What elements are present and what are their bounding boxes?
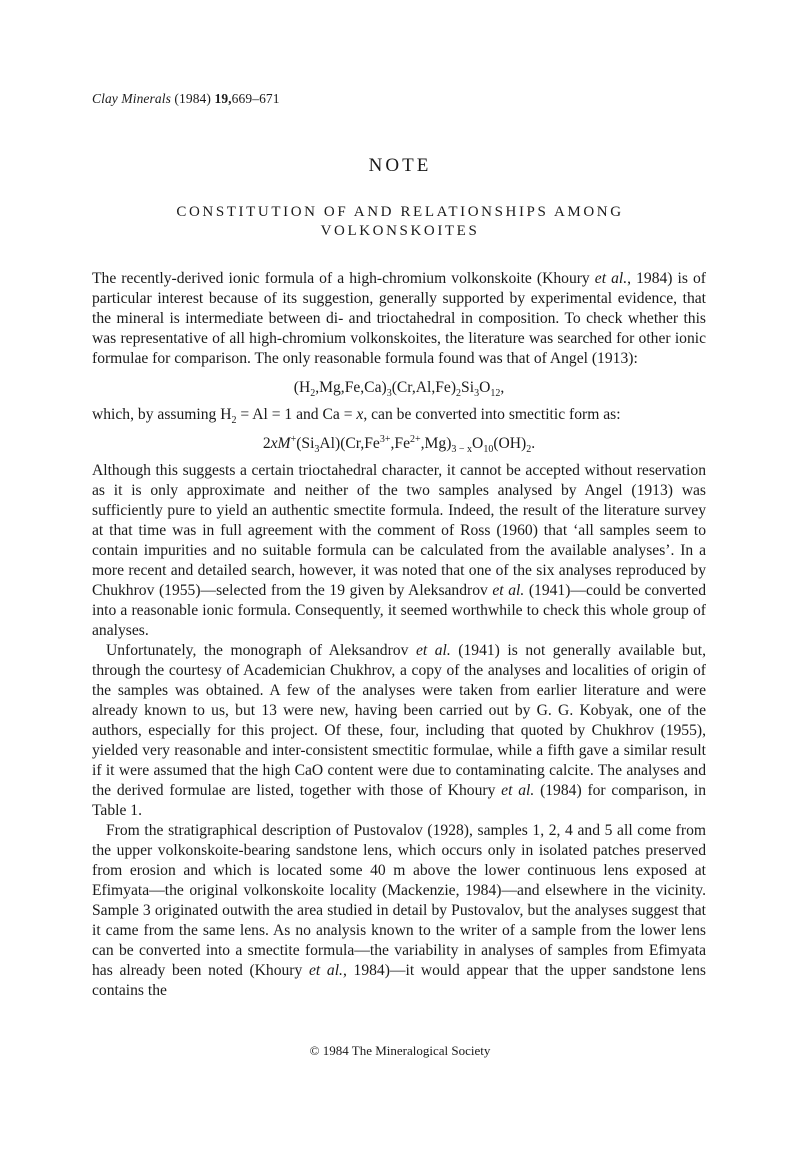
- formula-part: ,Mg): [420, 435, 452, 452]
- formula-subscript: 10: [483, 444, 494, 456]
- text-run: (1984) for comparison, in Table 1.: [92, 782, 707, 819]
- article-title: [140, 203, 660, 241]
- formula-subscript: 3: [386, 388, 392, 400]
- formula-subscript: 3: [474, 388, 480, 400]
- paragraph-2: [92, 405, 706, 425]
- formula-part: (Si: [296, 435, 315, 452]
- formula-subscript: 2: [526, 444, 532, 456]
- formula-superscript: +: [290, 433, 297, 445]
- formula-part: (OH): [493, 435, 527, 452]
- formula-part: O: [472, 435, 484, 452]
- formula-part: ,: [500, 379, 505, 396]
- formula-part: ,Fe: [390, 435, 410, 452]
- paragraph-1: [92, 269, 706, 369]
- text-run: (1941)—could be converted into a reasonable ionic formula. Consequently, it seemed worthwhile to check this whole group of analyses.: [92, 582, 706, 639]
- text-run: From the stratigraphical description of Pustovalov (1928), samples 1, 2, 4 and 5 all come from the upper volkonskoite-bearing sandstone lens, which occurs only in isolated patches preserved from erosion and which is located some 40 m above the lower continuous lens exposed at Efimyata—the original volkonskoite locality (Mackenzie, 1984)—and elsewhere in the vicinity. Sample 3 originated outwith the area studied in detail by Pustovalov, but the analyses suggest that it came from the same lens. As no analysis known to the writer of a sample from the lower lens can be converted into a smectite formula—the variability in analyses of samples from Efimyata has already been noted (Khoury: [92, 822, 706, 979]
- formula-part: Si: [461, 379, 475, 396]
- journal-volume: 19,: [214, 91, 232, 106]
- paragraph-3: [92, 461, 706, 641]
- italic-et-al: et al.: [492, 582, 525, 599]
- article-body: [92, 269, 706, 1001]
- formula-part: .: [531, 435, 536, 452]
- text-run: Unfortunately, the monograph of Aleksandrov: [106, 642, 416, 659]
- formula-superscript: 3+: [379, 433, 391, 445]
- italic-et-al: et al.: [501, 782, 535, 799]
- italic-et-al: et al.: [415, 642, 451, 659]
- text-run: , 1984) is of particular interest because of its suggestion, generally supported by experimental evidence, that the mineral is intermediate between di- and trioctahedral in composition. To check whether this was representative of all high-chromium volkonskoites, the literature was searched for other ionic formulae for comparison. The only reasonable formula found was that of Angel (1913):: [92, 270, 706, 367]
- text-run: , can be converted into smectitic form as:: [363, 406, 621, 423]
- text-run: = Al = 1 and Ca =: [236, 406, 357, 423]
- text-run: , 1984)—it would appear that the upper sandstone lens contains the: [92, 962, 707, 999]
- journal-citation: [92, 91, 280, 107]
- text-run: The recently-derived ionic formula of a high-chromium volkonskoite (Khoury: [92, 270, 595, 287]
- article-title-line-2: VOLKONSKOITES: [320, 223, 480, 239]
- formula-part: ,Mg,Fe,Ca): [315, 379, 387, 396]
- formula-italic: xM: [270, 435, 291, 452]
- journal-pages: 669–671: [231, 91, 280, 106]
- formula-subscript: 3 − x: [451, 444, 473, 456]
- note-heading: NOTE: [368, 155, 432, 176]
- text-run: which, by assuming H: [92, 406, 232, 423]
- journal-year: (1984): [174, 91, 211, 106]
- formula-part: Al)(Cr,Fe: [319, 435, 380, 452]
- formula-subscript: 3: [314, 444, 320, 456]
- italic-et-al: et al.: [594, 270, 628, 287]
- paragraph-5: [92, 821, 706, 1001]
- journal-name: Clay Minerals: [92, 91, 171, 106]
- italic-variable: x: [356, 406, 364, 423]
- paragraph-4: [92, 641, 706, 821]
- copyright-footer: © 1984 The Mineralogical Society: [309, 1043, 491, 1058]
- subscript: 2: [231, 415, 237, 427]
- formula-subscript: 2: [310, 388, 316, 400]
- formula-angel-1913: [92, 378, 706, 398]
- formula-part: (Cr,Al,Fe): [391, 379, 457, 396]
- formula-subscript: 12: [490, 388, 501, 400]
- article-title-line-1: CONSTITUTION OF AND RELATIONSHIPS AMONG: [176, 204, 624, 220]
- text-run: Although this suggests a certain trioctahedral character, it cannot be accepted without reservation as it is only approximate and neither of the two samples analysed by Angel (1913) was sufficiently pure to yield an authentic smectite formula. Indeed, the result of the literature survey at that time was in full agreement with the comment of Ross (1960) that ‘all samples seem to contain impurities and no suitable formula can be calculated from the available analyses’. In a more recent and detailed search, however, it was noted that one of the six analyses reproduced by Chukhrov (1955)—selected from the 19 given by Aleksandrov: [92, 462, 706, 599]
- formula-part: O: [479, 379, 491, 396]
- formula-subscript: 2: [456, 388, 462, 400]
- formula-smectitic-form: [92, 434, 706, 454]
- formula-superscript: 2+: [410, 433, 421, 445]
- italic-et-al: et al.: [308, 962, 343, 979]
- formula-part: (H: [293, 379, 311, 396]
- formula-part: 2: [262, 435, 271, 452]
- text-run: (1941) is not generally available but, through the courtesy of Academician Chukhrov, a copy of the analyses and localities of origin of the samples was obtained. A few of the analyses were taken from earlier literature and were already known to us, but 13 were new, having been carried out by G. G. Kobyak, one of the authors, especially for this project. Of these, four, including that quoted by Chukhrov (1955), yielded very reasonable and inter-consistent smectitic formulae, while a fifth gave a similar result if it were assumed that the high CaO content were due to contaminating calcite. The analyses and the derived formulae are listed, together with those of Khoury: [92, 642, 706, 799]
